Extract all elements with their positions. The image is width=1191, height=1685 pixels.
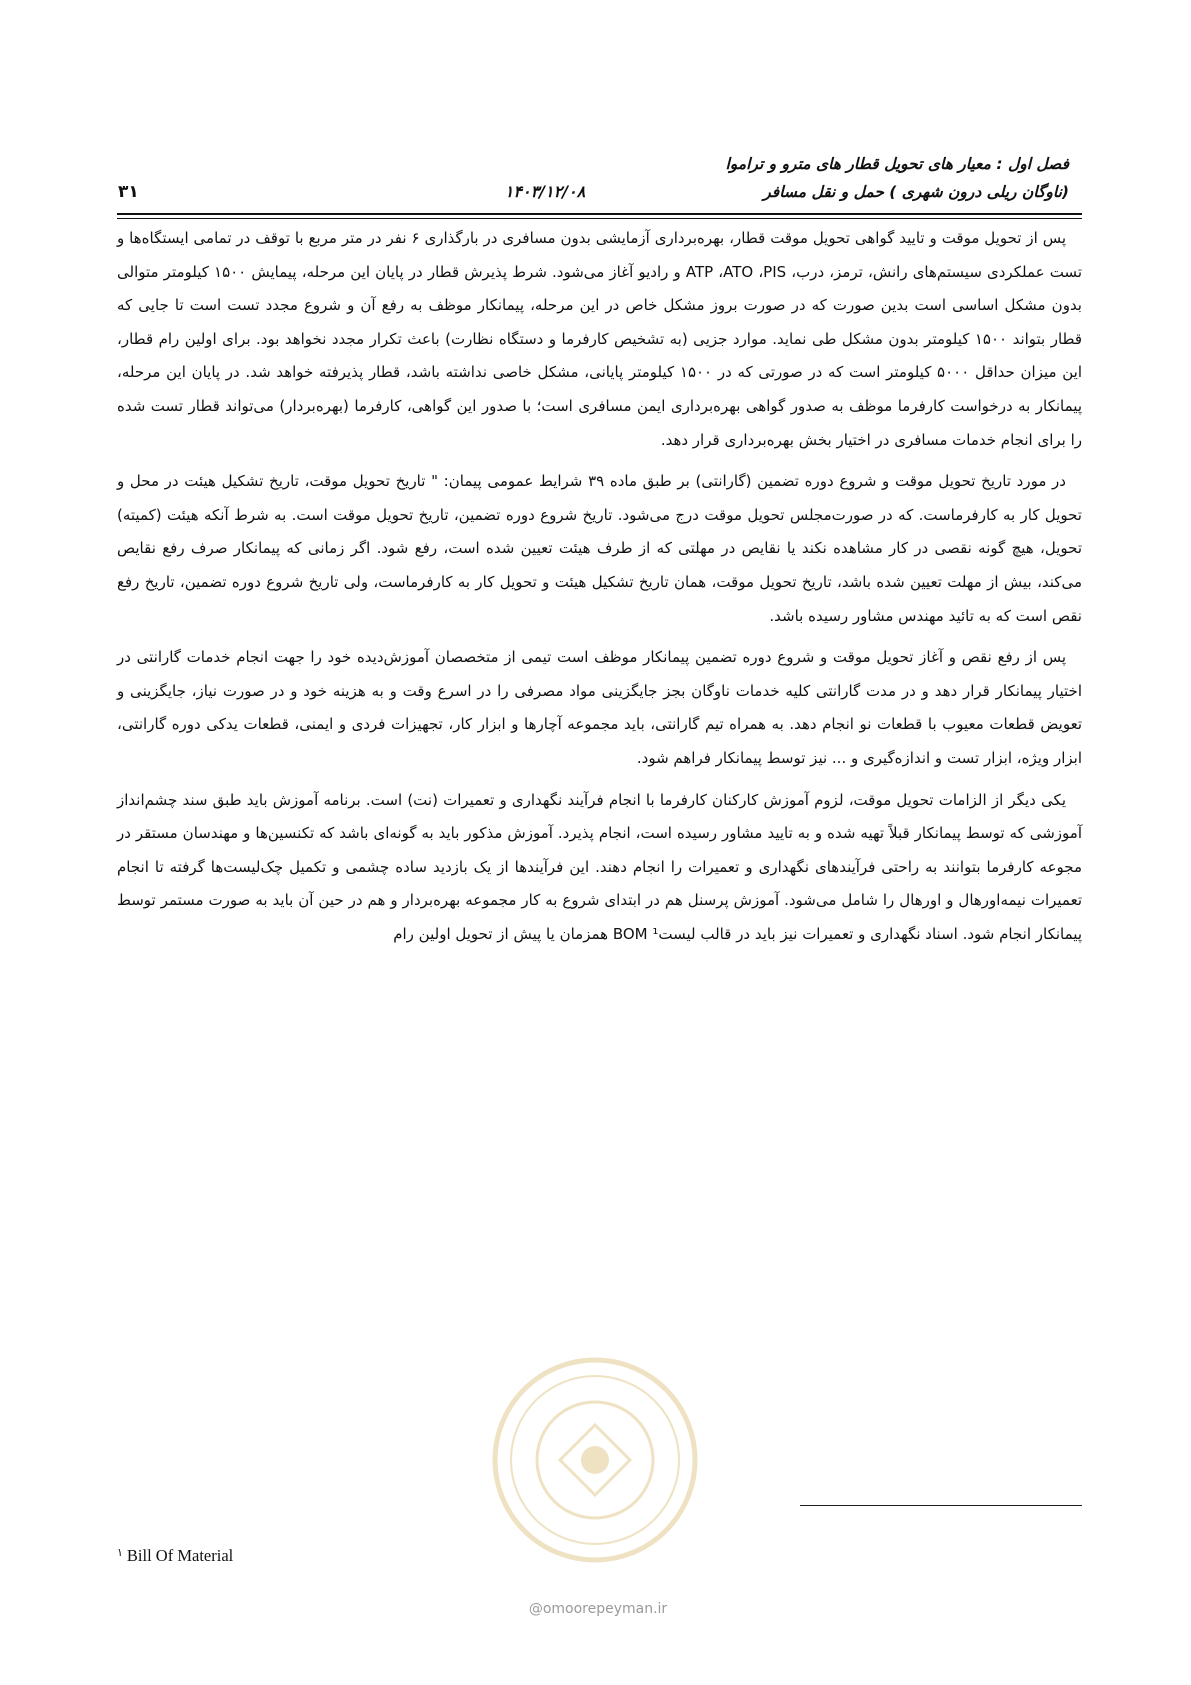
footnote-mark: ۱ — [117, 1547, 123, 1559]
paragraph-4: یکی دیگر از الزامات تحویل موقت، لزوم آموزش کارکنان کارفرما با انجام فرآیند نگهداری و تعمیرات (نت) است. برنامه آموزش باید طبق سند چشم‌انداز آموزشی که توسط پیمانکار قبلاً تهیه شده و به تایید مشاور رسیده است، انجام پذیرد. آموزش مذکور باید به گونه‌ای باشد که تکنسین‌ها و مهندسان مستقر در مجوعه کارفرما بتوانند به راحتی فرآیندهای نگهداری و تعمیرات را انجام دهند. این فرآیندها از یک بازدید ساده چشمی و تکمیل چک‌لیست‌ها گرفته تا انجام تعمیرات نیمه‌اورهال و اورهال را شامل می‌شود. آموزش پرسنل هم در ابتدای شروع به کار مجموعه بهره‌بردار و هم در حین آن باید به صورت مستمر توسط پیمانکار انجام شود. اسناد نگهداری و تعمیرات نیز باید در قالب لیست¹ BOM همزمان یا پیش از تحویل اولین رام — [117, 790, 1082, 943]
header-date: ۱۴۰۳/۱۲/۰۸ — [504, 182, 586, 201]
paragraph-1: پس از تحویل موقت و تایید گواهی تحویل موقت قطار، بهره‌برداری آزمایشی بدون مسافری در بارگذاری ۶ نفر در متر مربع با توقف در تمامی ایستگاه‌ها و تست عملکردی سیستم‌های رانش، ترمز، درب، ATP ،ATO ،PIS و رادیو آغاز می‌شود. شرط پذیرش قطار در پایان این مرحله، پیمایش ۱۵۰۰ کیلومتر متوالی بدون مشکل اساسی است بدین صورت که در صورت بروز مشکل خاص در این مرحله، پیمانکار موظف به رفع آن و شروع مجدد تست است تا جایی که قطار بتواند ۱۵۰۰ کیلومتر بدون مشکل طی نماید. موارد جزیی (به تشخیص کارفرما و دستگاه نظارت) باعث تکرار مجدد نخواهد بود. برای اولین رام قطار، این میزان حداقل ۵۰۰۰ کیلومتر است که در صورتی که در ۱۵۰۰ کیلومتر پایانی، مشکل خاصی نداشته باشد، قطار پذیرفته خواهد شد. در پایان این مرحله، پیمانکار به درخواست کارفرما موظف به صدور گواهی بهره‌برداری ایمن مسافری است؛ با صدور این گواهی، کارفرما (بهره‌بردار) می‌تواند قطار تست شده را برای انجام خدمات مسافری در اختیار بخش بهره‌برداری قرار دهد. — [117, 229, 1082, 449]
footnote — [117, 1546, 517, 1566]
chapter-title-line2: (ناوگان ریلی درون شهری ) حمل و نقل مسافر — [763, 183, 1069, 201]
header-rule-thick — [117, 213, 1082, 215]
page-number: ۳۱ — [118, 182, 139, 202]
chapter-title-line1: فصل اول : معیار های تحویل قطار های مترو و تراموا — [725, 155, 1069, 173]
watermark-seal-icon — [490, 1355, 700, 1565]
watermark-url: @omoorepeyman.ir — [528, 1601, 668, 1617]
header-rule-thin — [117, 218, 1082, 219]
paragraph-2: در مورد تاریخ تحویل موقت و شروع دوره تضمین (گارانتی) بر طبق ماده ۳۹ شرایط عمومی پیمان: " تاریخ تحویل موقت، تاریخ تشکیل هیئت در محل و تحویل کار به کارفرماست. که در صورت‌مجلس تحویل موقت درج می‌شود. تاریخ شروع دوره تضمین، تاریخ تحویل موقت است. به شرط آنکه هیئت (کمیته) تحویل، هیچ گونه نقصی در کار مشاهده نکند یا نقایص در مهلتی که از طرف هیئت تعیین شده است، رفع شود. اگر زمانی که پیمانکار صرف رفع نقایص می‌کند، بیش از مهلت تعیین شده باشد، تاریخ تحویل موقت، همان تاریخ تشکیل هیئت و تحویل کار به کارفرماست، ولی تاریخ شروع دوره تضمین، تاریخ رفع نقص است که به تائید مهندس مشاور رسیده باشد. — [117, 472, 1082, 625]
footnote-text: Bill Of Material — [126, 1546, 234, 1565]
body-text — [117, 222, 1082, 959]
footnote-separator — [800, 1505, 1082, 1506]
paragraph-3: پس از رفع نقص و آغاز تحویل موقت و شروع دوره تضمین پیمانکار موظف است تیمی از متخصصان آموزش‌دیده خود را جهت انجام خدمات گارانتی در اختیار پیمانکار قرار دهد و در مدت گارانتی کلیه خدمات ناوگان بجز جایگزینی مواد مصرفی را در اسرع وقت و به هزینه خود و در صورت نیاز، جایگزینی و تعویض قطعات معیوب با قطعات نو انجام دهد. به همراه تیم گارانتی، باید مجموعه آچارها و ابزار کار، تجهیزات فردی و ایمنی، قطعات یدکی دوره گارانتی، ابزار ویژه، ابزار تست و اندازه‌گیری و ... نیز توسط پیمانکار فراهم شود. — [117, 648, 1082, 767]
